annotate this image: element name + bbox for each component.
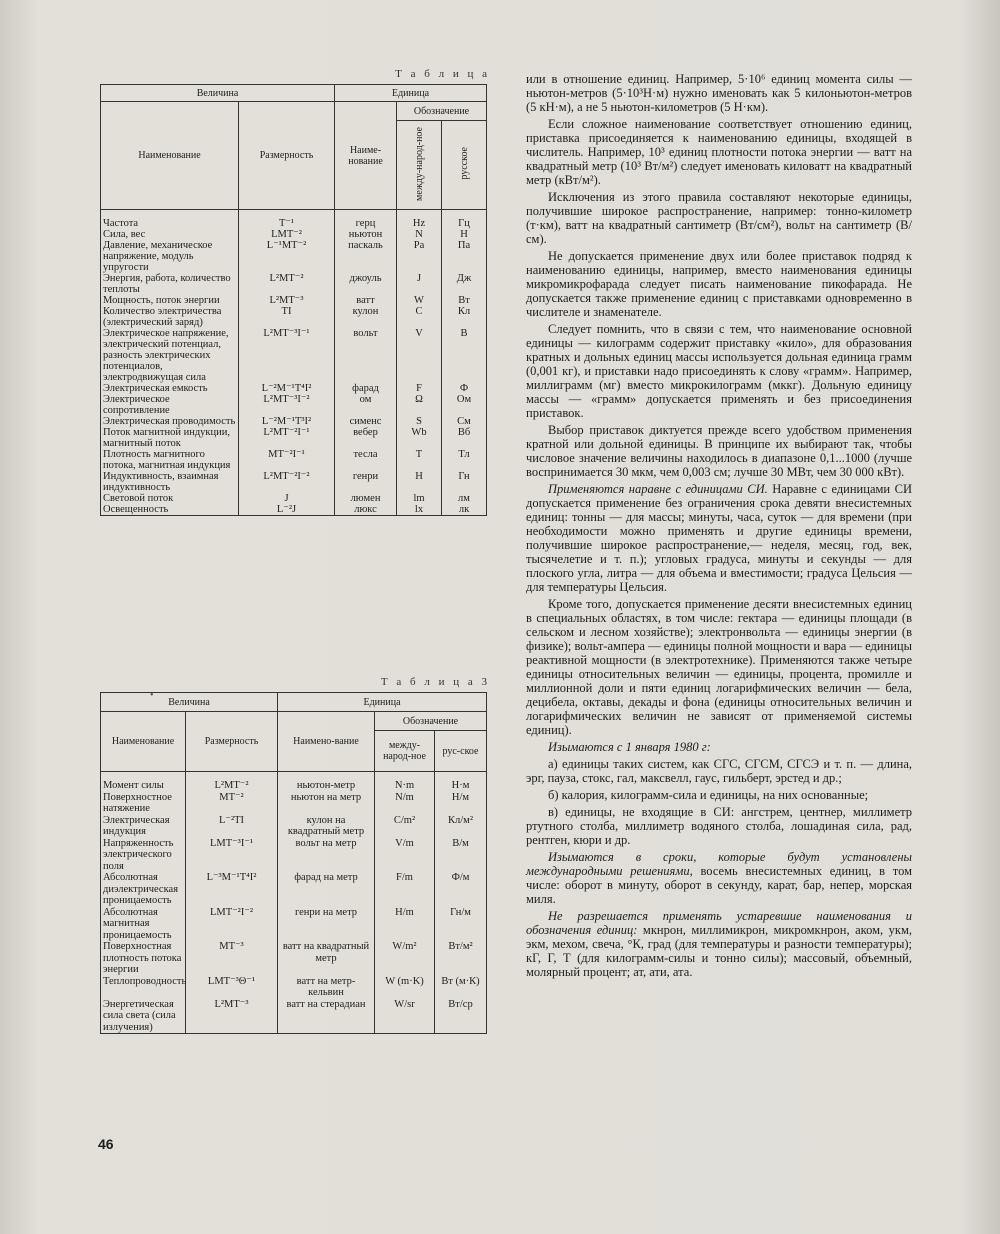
cell-quantity-name: Плотность магнитного потока, магнитная индукция (101, 449, 239, 471)
cell-rus-symbol: Н (442, 229, 487, 240)
table-row (101, 394, 487, 416)
table-1-caption: Т а б л и ц а (395, 68, 490, 80)
table-row (101, 306, 487, 328)
cell-unit-name: джоуль (335, 273, 397, 295)
header-name: Наименование (101, 102, 239, 210)
table-row (101, 872, 487, 907)
cell-rus-symbol: Вб (442, 427, 487, 449)
paragraph-lead: Применяются наравне с единицами СИ. (548, 482, 768, 496)
table-row (101, 240, 487, 273)
cell-rus-symbol: Кл (442, 306, 487, 328)
paragraph: Кроме того, допускается применение десяти внесистемных единиц в специальных областях, в том числе: гектара — единицы площади (в сельском и лесном хозяйстве); электронвольта — единицы энергии (в физике); вольт-ампера — единицы полной мощности и вара — единицы реактивной мощности (в электротехнике). Применяются также четыре единицы относительных величин — единицы, процента, промилле и миллионной доли и пяти единиц логарифмических величин — бела, децибела, октавы, декады и фона (единицы относительных величин и логарифмических величин не зависят от применяемой системы единиц). (526, 597, 912, 737)
table-row (101, 273, 487, 295)
cell-unit-name: люкс (335, 504, 397, 516)
page-number: 46 (98, 1136, 114, 1152)
cell-unit-name: паскаль (335, 240, 397, 273)
table-row (101, 383, 487, 394)
cell-dimension: L²MT⁻³I⁻² (239, 394, 335, 416)
cell-quantity-name: Количество электричества (электрический заряд) (101, 306, 239, 328)
cell-quantity-name: Поток магнитной индукции, магнитный поток (101, 427, 239, 449)
cell-dimension: L⁻²TI (186, 815, 278, 838)
cell-intl-symbol: Wb (397, 427, 442, 449)
paragraph: Следует помнить, что в связи с тем, что наименование основной единицы — килограмм содержит приставку «кило», для образования кратных и дольных единиц массы используется дольная единица грамм (0,001 кг), и приставки надо присоединять к слову «грамм». Например, миллиграмм (мг) вместо микрокилограмм (мккг). Дольную единицу массы — «грамм» допускается применять и без присоединения приставок. (526, 322, 912, 420)
cell-dimension: MT⁻³ (186, 941, 278, 976)
cell-rus-symbol: Кл/м² (435, 815, 487, 838)
header-designation: Обозначение (397, 102, 487, 121)
cell-dimension: LMT⁻³Θ⁻¹ (186, 976, 278, 999)
cell-unit-name: вебер (335, 427, 397, 449)
units-table-1 (100, 84, 487, 518)
cell-rus-symbol: Гц (442, 210, 487, 230)
table-row (101, 471, 487, 493)
cell-unit-name: генри на метр (278, 907, 375, 942)
cell-rus-symbol: Н·м (435, 772, 487, 792)
cell-dimension: TI (239, 306, 335, 328)
cell-intl-symbol: Pa (397, 240, 442, 273)
cell-intl-symbol: V/m (375, 838, 435, 873)
table-1-bottom-rule (101, 516, 487, 519)
cell-quantity-name: Абсолютная диэлектрическая проницаемость (101, 872, 186, 907)
list-item: б) калория, килограмм-сила и единицы, на них основанные; (548, 788, 869, 802)
cell-dimension: L⁻³M⁻¹T⁴I² (186, 872, 278, 907)
table-2-bottom-rule (101, 1034, 487, 1037)
cell-intl-symbol: C (397, 306, 442, 328)
cell-quantity-name: Момент силы (101, 772, 186, 792)
cell-intl-symbol: V (397, 328, 442, 383)
cell-dimension: MT⁻² (186, 792, 278, 815)
header-unit: Единица (278, 693, 487, 712)
cell-rus-symbol: Ф/м (435, 872, 487, 907)
cell-rus-symbol: Вт (м·К) (435, 976, 487, 999)
table-1-body (101, 210, 487, 516)
cell-intl-symbol: lx (397, 504, 442, 516)
header-quantity: Величина (101, 693, 278, 712)
cell-dimension: LMT⁻³I⁻¹ (186, 838, 278, 873)
cell-intl-symbol: T (397, 449, 442, 471)
header-dimension: Размерность (239, 102, 335, 210)
cell-unit-name: фарад (335, 383, 397, 394)
paragraph: Изымаются в сроки, которые будут установлены международными решениями, восемь внесистемных единиц, в том числе: оборот в минуту, оборот в секунду, карат, бар, непер, морская миля. (526, 850, 913, 906)
table-row (101, 838, 487, 873)
cell-intl-symbol: H/m (375, 907, 435, 942)
cell-dimension: L²MT⁻² (239, 273, 335, 295)
cell-unit-name: сименс (335, 416, 397, 427)
cell-quantity-name: Поверхностная плотность потока энергии (101, 941, 186, 976)
table-1-container (100, 68, 490, 518)
header-intl: между-народ-ное (397, 121, 442, 210)
cell-quantity-name: Поверхностное натяжение (101, 792, 186, 815)
paragraph: Если сложное наименование соответствует отношению единиц, приставка присоединяется к наименованию единицы, входящей в числитель. Например, 10³ единиц плотности потока энергии — ватт на квадратный метр (10³ Вт/м²) следует именовать киловатт на квадратный метр (кВт/м²). (526, 117, 912, 187)
paragraph: или в отношение единиц. Например, 5·10⁶ единиц момента силы — ньютон-метров (5·10³Н·м) нужно именовать как 5 килоньютон-метров (5 кН·м), а не 5 ньютон-километров (5 Н·км). (526, 72, 912, 114)
cell-unit-name: кулон (335, 306, 397, 328)
cell-intl-symbol: N (397, 229, 442, 240)
cell-intl-symbol: Hz (397, 210, 442, 230)
cell-intl-symbol: N/m (375, 792, 435, 815)
cell-rus-symbol: Ф (442, 383, 487, 394)
table-row (101, 907, 487, 942)
list-item: а) единицы таких систем, как СГС, СГСМ, СГСЭ и т. п. — длина, эрг, пауза, стокс, гал, максвелл, гаус, гильберт, эрстед и др.; (526, 757, 912, 785)
paragraph: Не допускается применение двух или более приставок подряд к наименованию единицы, например, вместо наименования единицы микромикрофарада следует писать наименование пикофарада. Не допускается также применение единиц с приставками одновременно в числителе и знаменателе. (526, 249, 912, 319)
cell-quantity-name: Энергия, работа, количество теплоты (101, 273, 239, 295)
cell-rus-symbol: Вт (442, 295, 487, 306)
paragraph: Исключения из этого правила составляют некоторые единицы, получившие широкое распространение, например: тонно-километр (т·км), ватт на квадратный сантиметр (Вт/см²), вольт на сантиметр (В/см). (526, 190, 912, 246)
table-row (101, 792, 487, 815)
table-row (101, 328, 487, 383)
cell-quantity-name: Мощность, поток энергии (101, 295, 239, 306)
header-intl: между-народ-ное (375, 731, 435, 772)
cell-intl-symbol: J (397, 273, 442, 295)
table-row (101, 772, 487, 792)
cell-quantity-name: Давление, механическое напряжение, модуль упругости (101, 240, 239, 273)
table-row (101, 976, 487, 999)
cell-unit-name: фарад на метр (278, 872, 375, 907)
units-table-2 (100, 692, 487, 1036)
cell-unit-name: герц (335, 210, 397, 230)
cell-dimension: L²MT⁻² (186, 772, 278, 792)
paragraph (526, 740, 912, 754)
cell-intl-symbol: H (397, 471, 442, 493)
cell-unit-name: вольт (335, 328, 397, 383)
cell-unit-name: ватт на метр-кельвин (278, 976, 375, 999)
header-rus: русское (442, 121, 487, 210)
cell-rus-symbol: Па (442, 240, 487, 273)
cell-dimension: J (239, 493, 335, 504)
cell-intl-symbol: lm (397, 493, 442, 504)
cell-quantity-name: Частота (101, 210, 239, 230)
cell-quantity-name: Электрическая емкость (101, 383, 239, 394)
cell-rus-symbol: В (442, 328, 487, 383)
header-unit-name: Наиме-нование (335, 102, 397, 210)
body-text-column (526, 72, 912, 982)
cell-quantity-name: Электрическое сопротивление (101, 394, 239, 416)
cell-rus-symbol: Вт/ср (435, 999, 487, 1034)
cell-rus-symbol: лк (442, 504, 487, 516)
cell-unit-name: ватт на квадратный метр (278, 941, 375, 976)
cell-rus-symbol: Вт/м² (435, 941, 487, 976)
cell-dimension: L⁻²J (239, 504, 335, 516)
cell-quantity-name: Освещенность (101, 504, 239, 516)
table-row (101, 449, 487, 471)
table-2-caption: Т а б л и ц а 3 (380, 676, 490, 688)
cell-rus-symbol: Ом (442, 394, 487, 416)
header-unit-name: Наимено-вание (278, 712, 375, 772)
cell-unit-name: кулон на квадратный метр (278, 815, 375, 838)
cell-quantity-name: Сила, вес (101, 229, 239, 240)
cell-intl-symbol: N·m (375, 772, 435, 792)
cell-unit-name: вольт на метр (278, 838, 375, 873)
cell-intl-symbol: F (397, 383, 442, 394)
cell-dimension: MT⁻²I⁻¹ (239, 449, 335, 471)
cell-dimension: LMT⁻²I⁻² (186, 907, 278, 942)
cell-dimension: L²MT⁻³ (186, 999, 278, 1034)
table-row (101, 210, 487, 230)
cell-quantity-name: Теплопроводность (101, 976, 186, 999)
cell-dimension: L²MT⁻³I⁻¹ (239, 328, 335, 383)
cell-rus-symbol: Н/м (435, 792, 487, 815)
cell-intl-symbol: W/m² (375, 941, 435, 976)
cell-rus-symbol: лм (442, 493, 487, 504)
header-rus: рус-ское (435, 731, 487, 772)
table-2-container (100, 676, 490, 1036)
table-row (101, 416, 487, 427)
cell-unit-name: ньютон на метр (278, 792, 375, 815)
header-designation: Обозначение (375, 712, 487, 731)
cell-quantity-name: Напряженность электрического поля (101, 838, 186, 873)
paragraph: Применяются наравне с единицами СИ. Наравне с единицами СИ допускается применение без ограничения срока девяти внесистемных единиц: тонны — для массы; минуты, часа, суток — для времени (при необходимости можно применять и другие единицы времени, получившие широкое распространение,— неделя, месяц, год, век, тысячелетие и т. п.); угловых градуса, минуты и секунды — для плоского угла, литра — для объема и вместимости; градуса Цельсия — для температуры Цельсия. (526, 482, 912, 594)
table-row (101, 941, 487, 976)
header-unit: Единица (335, 85, 487, 102)
cell-unit-name: ом (335, 394, 397, 416)
paragraph-lead: Не разрешается применять устаревшие наименования и обозначения единиц: (526, 909, 912, 937)
cell-unit-name: генри (335, 471, 397, 493)
paragraph-lead: Изымаются с 1 января 1980 г: (548, 740, 711, 754)
table-2-body (101, 772, 487, 1034)
cell-dimension: LMT⁻² (239, 229, 335, 240)
cell-rus-symbol: Тл (442, 449, 487, 471)
cell-quantity-name: Световой поток (101, 493, 239, 504)
cell-quantity-name: Абсолютная магнитная проницаемость (101, 907, 186, 942)
cell-unit-name: ньютон-метр (278, 772, 375, 792)
table-row (101, 504, 487, 516)
cell-quantity-name: Электрическая индукция (101, 815, 186, 838)
cell-intl-symbol: W/sr (375, 999, 435, 1034)
cell-dimension: L²MT⁻³ (239, 295, 335, 306)
cell-intl-symbol: S (397, 416, 442, 427)
cell-unit-name: ньютон (335, 229, 397, 240)
cell-quantity-name: Электрическая проводимость (101, 416, 239, 427)
cell-rus-symbol: Дж (442, 273, 487, 295)
cell-rus-symbol: В/м (435, 838, 487, 873)
cell-dimension: L²MT⁻²I⁻¹ (239, 427, 335, 449)
cell-quantity-name: Энергетическая сила света (сила излучения) (101, 999, 186, 1034)
cell-intl-symbol: Ω (397, 394, 442, 416)
printing-dot: • (150, 690, 154, 701)
table-row (101, 229, 487, 240)
cell-unit-name: ватт (335, 295, 397, 306)
paragraph: Выбор приставок диктуется прежде всего удобством применения кратной или дольной единицы. В принципе их выбирают так, чтобы числовое значение величины находилось в диапазоне 0,1...1000 (лучше воспринимается 30 мкм, чем 0,003 см; лучше 30 МВт, чем 30 000 кВт). (526, 423, 912, 479)
cell-rus-symbol: См (442, 416, 487, 427)
header-quantity: Величина (101, 85, 335, 102)
cell-dimension: T⁻¹ (239, 210, 335, 230)
cell-dimension: L⁻²M⁻¹T⁴I² (239, 383, 335, 394)
header-name: Наименование (101, 712, 186, 772)
cell-rus-symbol: Гн (442, 471, 487, 493)
cell-dimension: L²MT⁻²I⁻² (239, 471, 335, 493)
cell-dimension: L⁻²M⁻¹T³I² (239, 416, 335, 427)
table-row (101, 295, 487, 306)
cell-intl-symbol: C/m² (375, 815, 435, 838)
paragraph: Не разрешается применять устаревшие наименования и обозначения единиц: мкнрон, миллимикрон, микромкнрон, аком, укм, экм, мехом, свеча, °К, град (для температуры и разности температуры); кГ, Г, Т (для килограмм-силы и тонно силы); массовый, объемный, молярный процент; ат, ати, ата. (526, 909, 912, 979)
cell-unit-name: люмен (335, 493, 397, 504)
cell-quantity-name: Индуктивность, взаимная индуктивность (101, 471, 239, 493)
table-row (101, 999, 487, 1034)
cell-quantity-name: Электрическое напряжение, электрический потенциал, разность электрических потенциалов, электродвижущая сила (101, 328, 239, 383)
cell-intl-symbol: F/m (375, 872, 435, 907)
table-row (101, 815, 487, 838)
cell-intl-symbol: W (397, 295, 442, 306)
header-dimension: Размерность (186, 712, 278, 772)
table-row (101, 493, 487, 504)
cell-unit-name: ватт на стерадиан (278, 999, 375, 1034)
paragraph-lead: Изымаются в сроки, которые будут установлены международными решениями, (526, 850, 912, 878)
cell-rus-symbol: Гн/м (435, 907, 487, 942)
cell-unit-name: тесла (335, 449, 397, 471)
cell-intl-symbol: W (m·K) (375, 976, 435, 999)
cell-dimension: L⁻¹MT⁻² (239, 240, 335, 273)
table-row (101, 427, 487, 449)
list-item: в) единицы, не входящие в СИ: ангстрем, центнер, миллиметр ртутного столба, миллиметр водяного столба, лошадиная сила, рад, рентген, кюри и др. (526, 805, 912, 847)
